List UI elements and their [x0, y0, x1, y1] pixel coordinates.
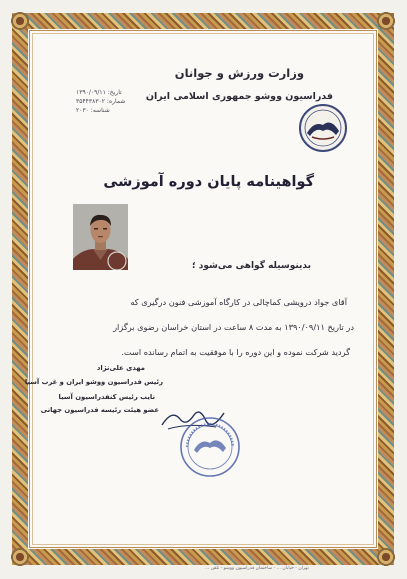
body-line: در تاریخ ۱۳۹۰/۰۹/۱۱ به مدت ۸ ساعت در استان خراسان رضوی برگزار	[113, 322, 354, 332]
body-line: گردید شرکت نموده و این دوره را با موفقیت به اتمام رسانده است.	[121, 347, 350, 357]
letter-number: شماره: ۳۵۴۴۳۸۳۰۲	[76, 98, 126, 105]
body-line: آقای جواد درویشی کماچالی در کارگاه آموزشی فنون درگیری که	[130, 297, 347, 307]
ministry-heading: وزارت ورزش و جوانان	[174, 66, 304, 80]
signatory-title: رئیس فدراسیون ووشو ایران و غرب آسیا	[24, 378, 163, 386]
attestation-line: بدینوسیله گواهی می‌شود ؛	[191, 261, 311, 271]
footer-address: تهران - خیابان ... - ساختمان فدراسیون ووشو - تلفن ...	[205, 566, 309, 571]
corner-ornament	[10, 547, 30, 567]
corner-ornament	[10, 11, 30, 31]
signatory-title: عضو هیئت رئیسه فدراسیون جهانی	[40, 406, 159, 414]
federation-emblem-icon	[298, 103, 348, 153]
letter-date: تاریخ: ۱۳۹۰/۰۹/۱۱	[76, 89, 122, 96]
official-stamp-icon	[179, 416, 241, 478]
corner-ornament	[376, 11, 396, 31]
certificate-title: گواهینامه پایان دوره آموزشی	[103, 174, 314, 190]
corner-ornament	[376, 547, 396, 567]
signatory-title: نایب رئیس کنفدراسیون آسیا	[58, 393, 155, 401]
letter-id: شناسه: ۲۰۳۰	[76, 107, 110, 114]
portrait-image	[73, 204, 128, 270]
signatory-name: مهدی علی‌نژاد	[96, 364, 145, 372]
recipient-photo	[73, 204, 128, 270]
federation-heading: فدراسیون ووشو جمهوری اسلامی ایران	[145, 91, 333, 102]
